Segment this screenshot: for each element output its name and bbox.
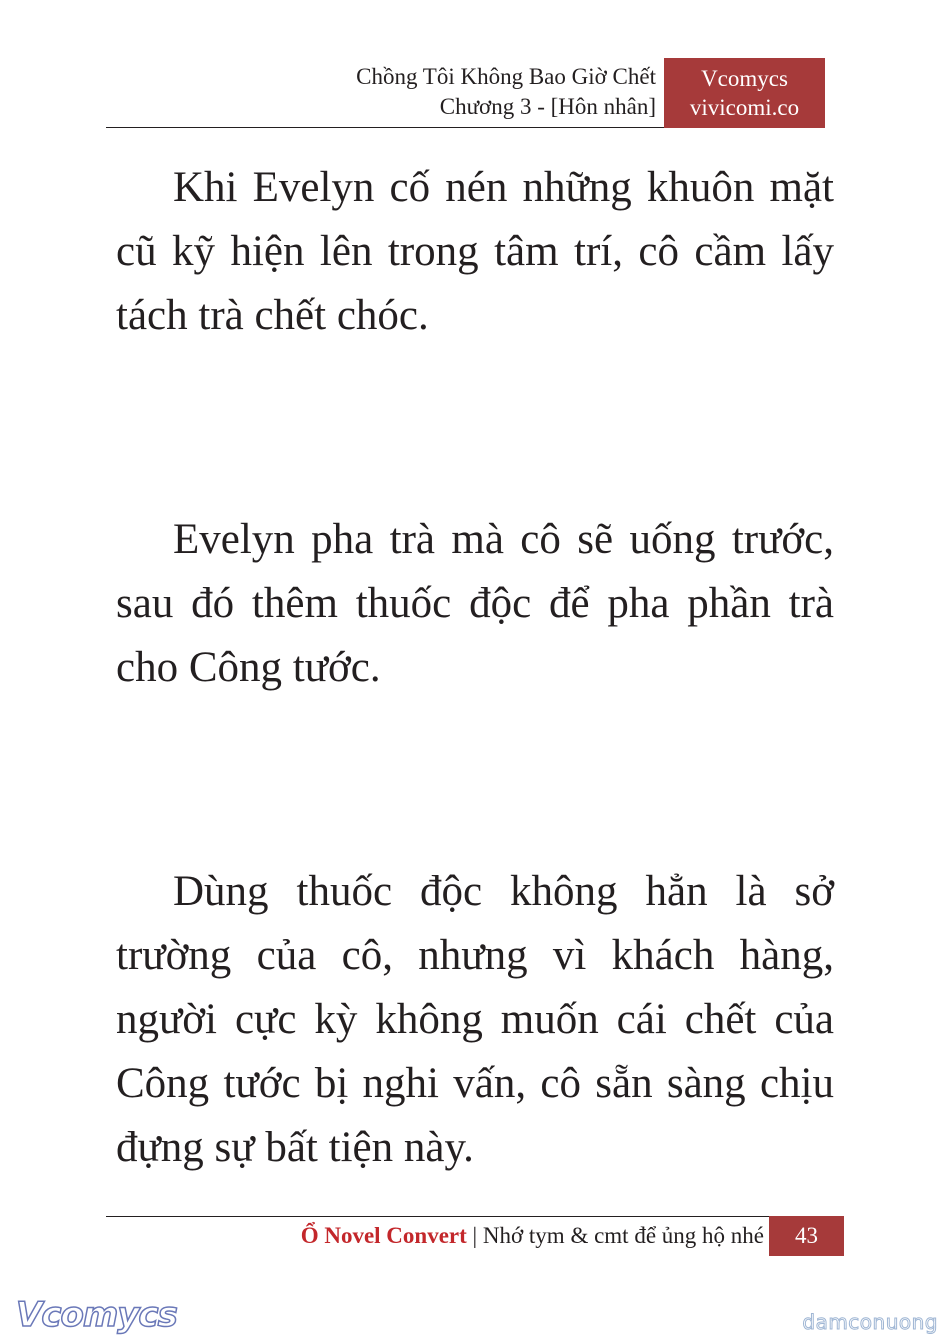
chapter-body <box>116 156 834 1340</box>
chapter-title: Chương 3 - [Hôn nhân] <box>439 94 656 119</box>
footer-credit <box>301 1221 764 1251</box>
paragraph: Evelyn pha trà mà cô sẽ uống trước, sau đó thêm thuốc độc để pha phần trà cho Công tước. <box>116 516 834 691</box>
footer-brand: Ổ Novel Convert <box>300 1223 467 1248</box>
source-badge-name: Vcomycs <box>701 66 788 91</box>
page-header <box>106 58 826 128</box>
footer-divider <box>106 1216 769 1217</box>
page-number: 43 <box>769 1216 844 1256</box>
watermark: damconuong <box>802 1310 938 1334</box>
header-divider <box>106 127 664 128</box>
source-badge-site: vivicomi.co <box>689 95 800 120</box>
header-titles <box>356 62 656 122</box>
vcomycs-logo: Vcomycs <box>16 1295 177 1335</box>
source-badge <box>664 58 825 128</box>
footer-separator: | <box>466 1223 483 1248</box>
footer-note: Nhớ tym & cmt để ủng hộ nhé <box>482 1223 764 1248</box>
paragraph: Khi Evelyn cố nén những khuôn mặt cũ kỹ hiện lên trong tâm trí, cô cầm lấy tách trà chết chóc. <box>116 164 834 339</box>
paragraph: Dùng thuốc độc không hẳn là sở trường của cô, nhưng vì khách hàng, người cực kỳ không muốn cái chết của Công tước bị nghi vấn, cô sẵn sàng chịu đựng sự bất tiện này. <box>116 868 834 1171</box>
book-title: Chồng Tôi Không Bao Giờ Chết <box>356 64 656 89</box>
